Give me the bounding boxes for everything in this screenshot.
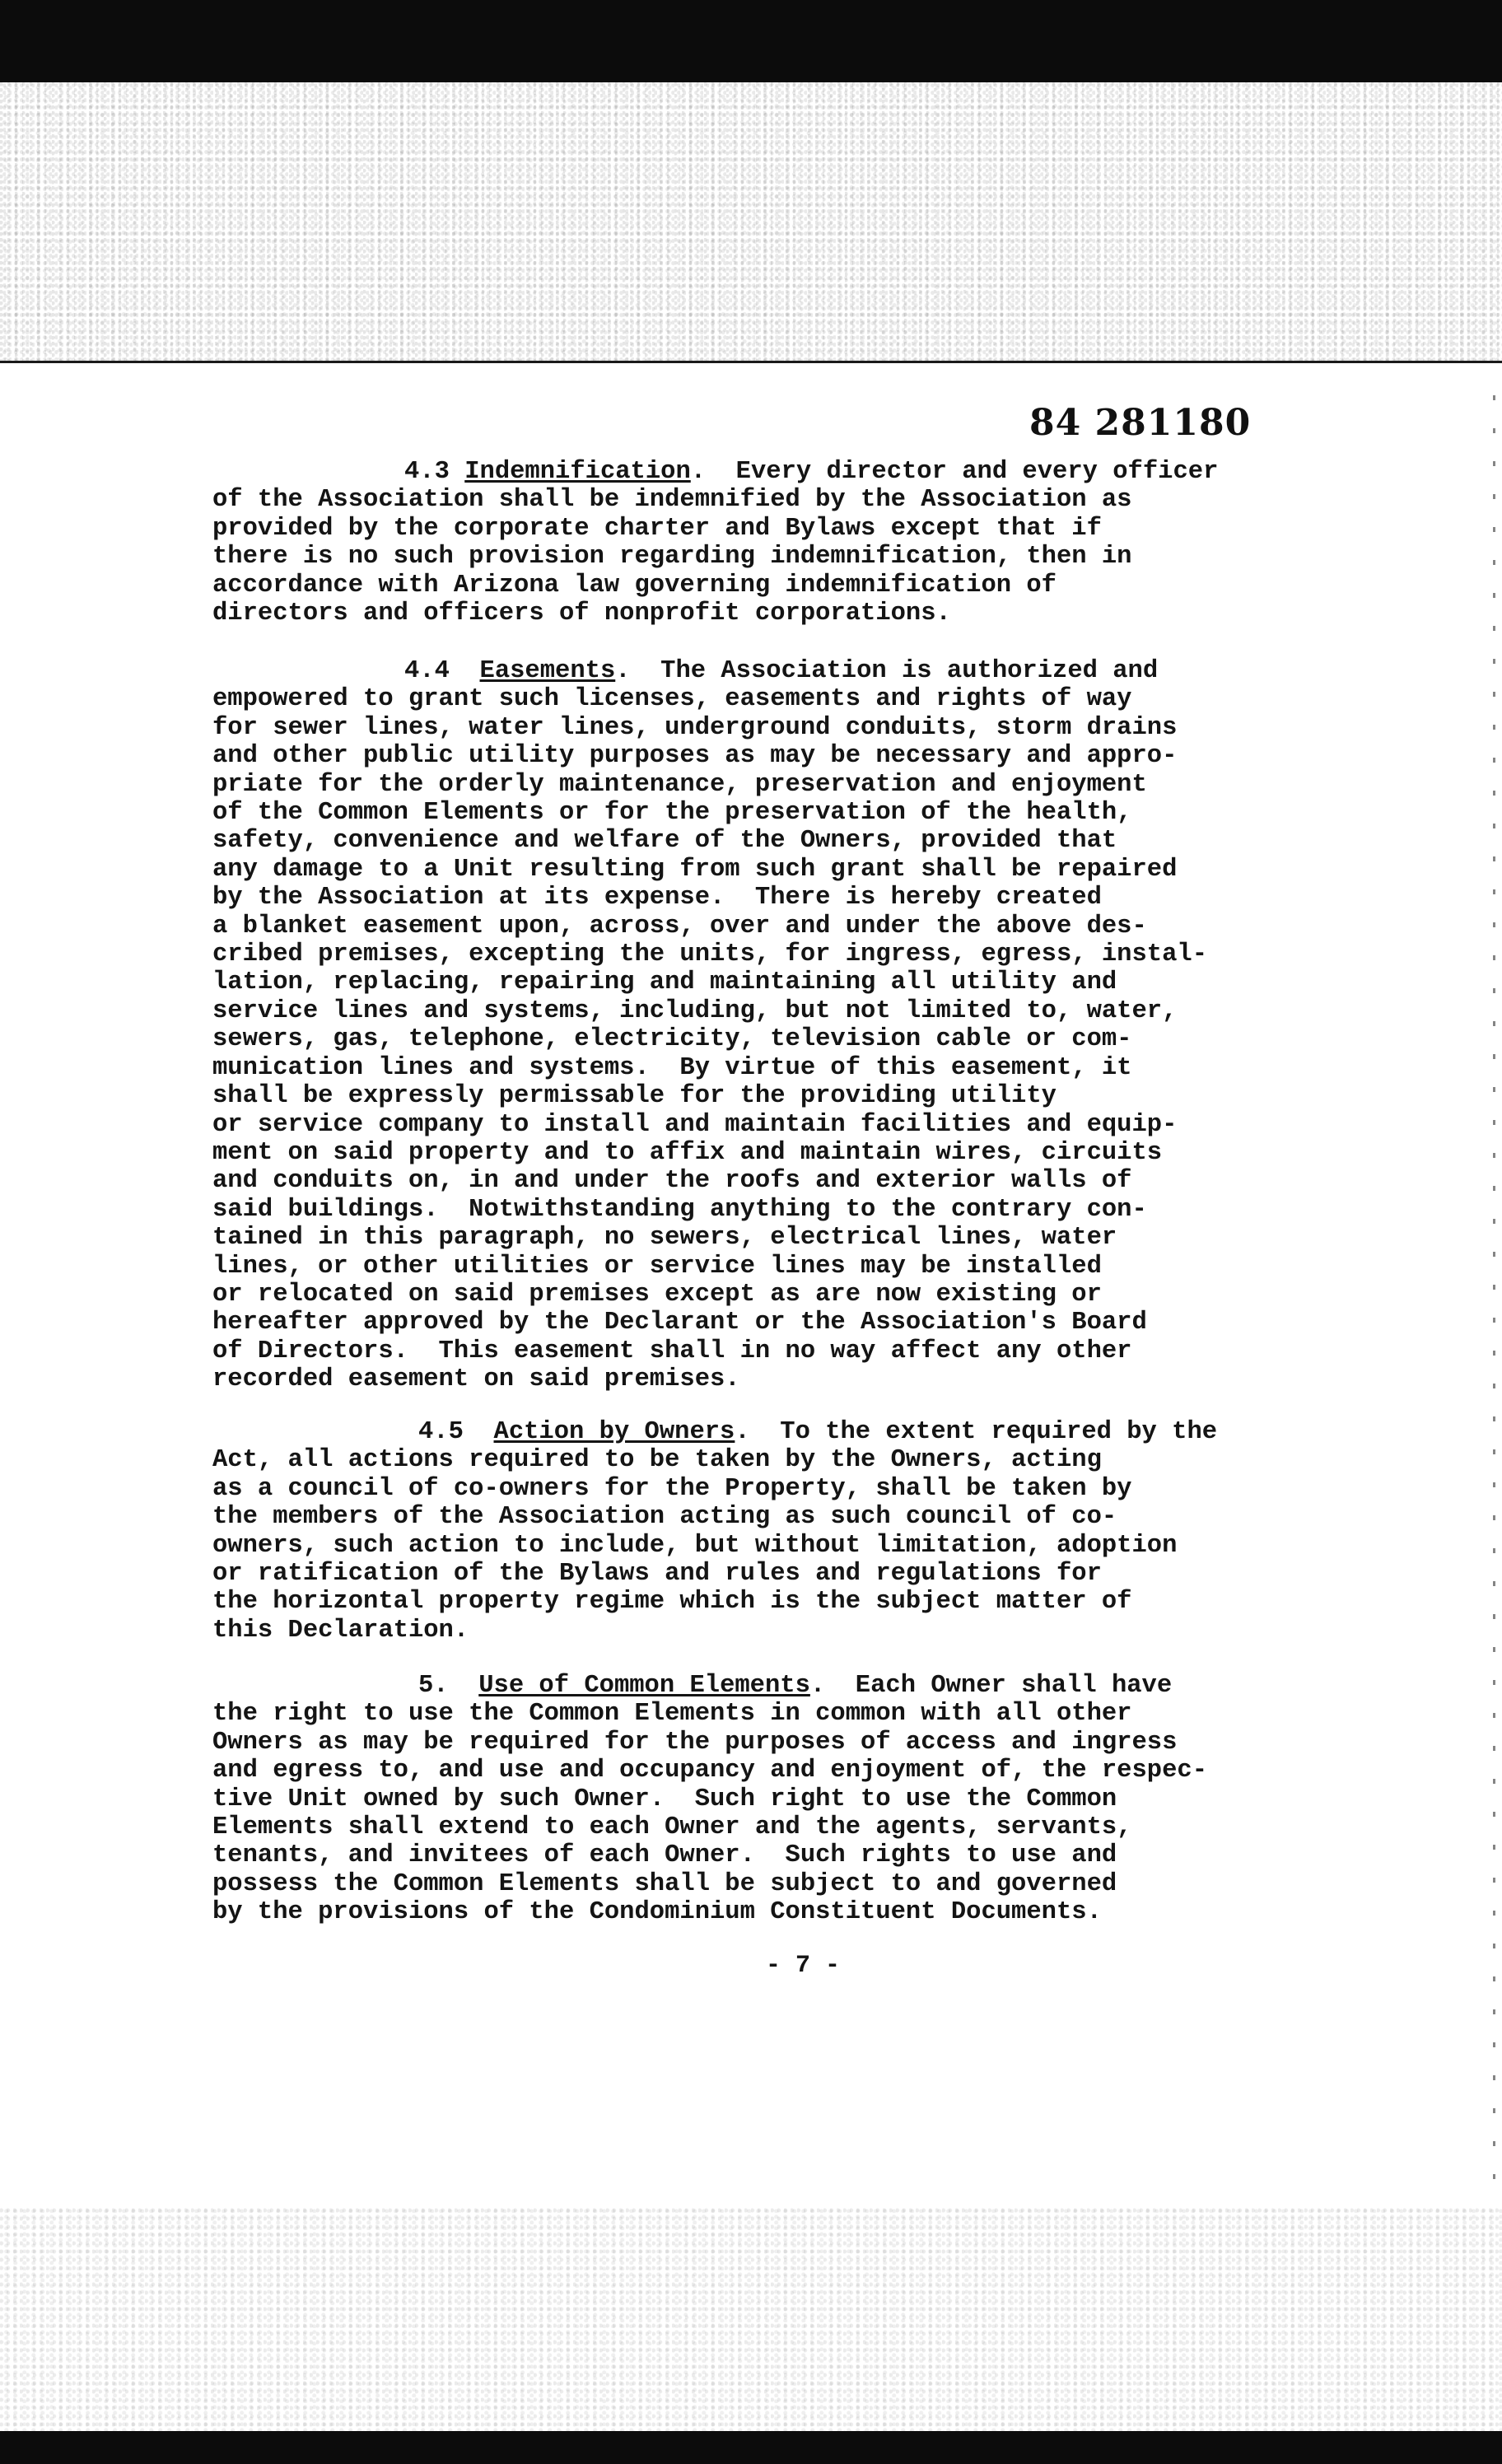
- section-line: tained in this paragraph, no sewers, electrical lines, water: [212, 1224, 1117, 1253]
- scan-top-rule: [0, 361, 1502, 363]
- section-heading: Easements: [479, 657, 616, 685]
- section-heading: Action by Owners: [493, 1418, 735, 1446]
- section-line: this Declaration.: [212, 1616, 469, 1645]
- section-line: munication lines and systems. By virtue of this easement, it: [212, 1053, 1132, 1082]
- section-line: lines, or other utilities or service lines may be installed: [212, 1252, 1102, 1281]
- section-line: of the Common Elements or for the preservation of the health,: [212, 799, 1132, 828]
- section-line: as a council of co-owners for the Property, shall be taken by: [212, 1474, 1132, 1503]
- section-line: lation, replacing, repairing and maintaining all utility and: [212, 968, 1117, 997]
- section-line: service lines and systems, including, but not limited to, water,: [212, 996, 1178, 1025]
- section-lead: 5.: [418, 1672, 479, 1700]
- section-line: accordance with Arizona law governing indemnification of: [212, 571, 1057, 600]
- section-line: shall be expressly permissable for the providing utility: [212, 1082, 1057, 1111]
- section-line: . To the extent required by the: [735, 1418, 1218, 1446]
- page-number: - 7 -: [766, 1952, 841, 1980]
- section-easements: [212, 657, 1415, 1394]
- section-line: empowered to grant such licenses, easements and rights of way: [212, 685, 1132, 714]
- section-line: the right to use the Common Elements in common with all other: [212, 1700, 1132, 1729]
- section-line: hereafter approved by the Declarant or the Association's Board: [212, 1309, 1147, 1337]
- section-lead: 4.4: [404, 657, 480, 685]
- section-line: by the Association at its expense. There is hereby created: [212, 884, 1102, 912]
- document-number: 84 281180: [1029, 402, 1252, 444]
- section-line: directors and officers of nonprofit corporations.: [212, 600, 951, 628]
- section-line: or service company to install and maintain facilities and equip-: [212, 1110, 1178, 1139]
- section-line: priate for the orderly maintenance, preservation and enjoyment: [212, 770, 1147, 799]
- scan-top-dark-band: [0, 0, 1502, 82]
- section-line: . Each Owner shall have: [809, 1672, 1173, 1700]
- section-line: by the provisions of the Condominium Constituent Documents.: [212, 1898, 1102, 1927]
- scan-bottom-dark-band: [0, 2431, 1502, 2464]
- section-line: . Every director and every officer: [690, 458, 1219, 486]
- section-lead: 4.3: [404, 458, 465, 486]
- section-line: ment on said property and to affix and maintain wires, circuits: [212, 1138, 1163, 1167]
- section-line: tenants, and invitees of each Owner. Such rights to use and: [212, 1841, 1117, 1870]
- section-line: owners, such action to include, but without limitation, adoption: [212, 1531, 1178, 1560]
- section-line: and egress to, and use and occupancy and enjoyment of, the respec-: [212, 1757, 1207, 1785]
- section-line: recorded easement on said premises.: [212, 1365, 740, 1394]
- section-line: Owners as may be required for the purposes of access and ingress: [212, 1728, 1178, 1757]
- scan-top-noise: [0, 82, 1502, 362]
- section-line: the members of the Association acting as such council of co-: [212, 1503, 1117, 1532]
- section-line: cribed premises, excepting the units, for ingress, egress, instal-: [212, 940, 1207, 969]
- section-line: and other public utility purposes as may be necessary and appro-: [212, 742, 1178, 771]
- section-indemnification: [212, 458, 1415, 628]
- section-line: sewers, gas, telephone, electricity, television cable or com-: [212, 1025, 1132, 1054]
- section-line: for sewer lines, water lines, underground conduits, storm drains: [212, 713, 1178, 742]
- section-line: or ratification of the Bylaws and rules and regulations for: [212, 1560, 1102, 1589]
- scan-bottom-noise: [0, 2207, 1502, 2431]
- section-line: and conduits on, in and under the roofs and exterior walls of: [212, 1167, 1132, 1196]
- section-line: any damage to a Unit resulting from such grant shall be repaired: [212, 855, 1178, 884]
- section-heading: Use of Common Elements: [478, 1672, 810, 1700]
- section-line: a blanket easement upon, across, over and under the above des-: [212, 912, 1147, 940]
- section-line: Elements shall extend to each Owner and the agents, servants,: [212, 1813, 1132, 1842]
- section-line: of Directors. This easement shall in no way affect any other: [212, 1337, 1132, 1365]
- section-action-by-owners: [212, 1418, 1415, 1645]
- section-use-of-common-elements: [212, 1672, 1415, 1927]
- section-line: . The Association is authorized and: [615, 657, 1159, 685]
- section-line: said buildings. Notwithstanding anything to the contrary con-: [212, 1195, 1147, 1224]
- section-line: there is no such provision regarding indemnification, then in: [212, 543, 1132, 572]
- scan-right-edge: [1493, 395, 1495, 2191]
- section-line: provided by the corporate charter and Bylaws except that if: [212, 514, 1102, 543]
- section-line: or relocated on said premises except as are now existing or: [212, 1280, 1102, 1309]
- section-heading: Indemnification: [464, 458, 691, 486]
- section-line: of the Association shall be indemnified by the Association as: [212, 486, 1132, 515]
- section-line: tive Unit owned by such Owner. Such right to use the Common: [212, 1785, 1117, 1813]
- section-line: safety, convenience and welfare of the Owners, provided that: [212, 827, 1117, 856]
- section-line: Act, all actions required to be taken by the Owners, acting: [212, 1446, 1102, 1475]
- section-lead: 4.5: [418, 1418, 494, 1446]
- section-line: the horizontal property regime which is the subject matter of: [212, 1588, 1132, 1617]
- section-line: possess the Common Elements shall be subject to and governed: [212, 1869, 1117, 1898]
